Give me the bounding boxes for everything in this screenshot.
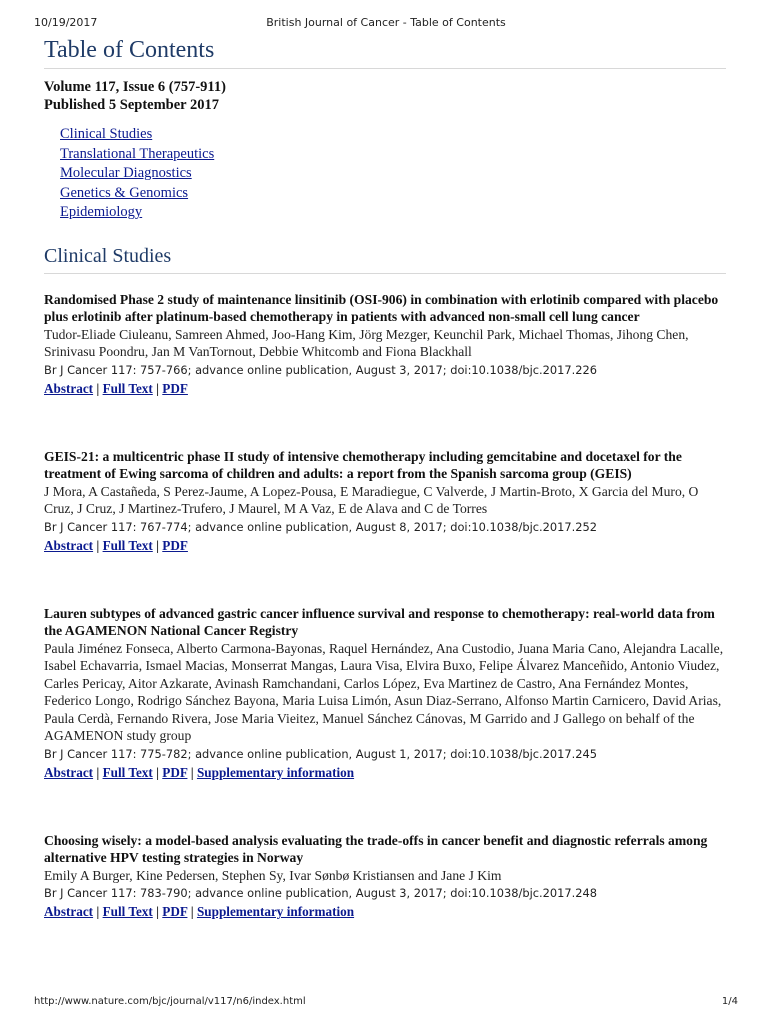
section-link-clinical-studies[interactable]: Clinical Studies bbox=[60, 126, 153, 142]
print-footer bbox=[34, 996, 738, 1010]
article-title: GEIS-21: a multicentric phase II study of intensive chemotherapy including gemcitabine and docetaxel for the treatment of Ewing sarcoma of children and adults: a report from the Spanish sarcoma group (GEIS) bbox=[44, 448, 682, 482]
print-date: 10/19/2017 bbox=[34, 16, 98, 29]
article-item bbox=[44, 605, 726, 782]
article-authors: Paula Jiménez Fonseca, Alberto Carmona-Bayonas, Raquel Hernández, Ana Custodio, Juana Maria Cano, Alejandra Lacalle, Isabel Echavarria, Ismael Macias, Monserrat Mangas, Laura Visa, Elvira Buxo, Felipe Álvarez Manceñido, Antonio Viudez, Carles Pericay, Aitor Azkarate, Avinash Ramchandani, Carlos López, Eva Martinez de Castro, Ana Fernández Montes, Federico Longo, Rodrigo Sánchez Bayona, Maria Luisa Limón, Asun Diaz-Serrano, Alfonso Martin Carnicero, David Arias, Paula Cerdà, Fernando Rivera, Jose Maria Vieitez, Manuel Sánchez Cánovas, M Garrido and J Gallego on behalf of the AGAMENON study group bbox=[44, 640, 724, 744]
link-separator: | bbox=[190, 904, 194, 920]
link-separator: | bbox=[96, 764, 100, 780]
article-item bbox=[44, 832, 726, 922]
article-title: Choosing wisely: a model-based analysis evaluating the trade-offs in cancer benefit and diagnostic referrals among alternative HPV testing strategies in Norway bbox=[44, 832, 708, 866]
section-link-translational-therapeutics[interactable]: Translational Therapeutics bbox=[60, 145, 215, 162]
abstract-link[interactable]: Abstract bbox=[44, 764, 94, 780]
article-citation: Br J Cancer 117: 775-782; advance online publication, August 1, 2017; doi:10.1038/bjc.2017.245 bbox=[44, 746, 597, 761]
link-separator: | bbox=[96, 380, 100, 396]
full-text-link[interactable]: Full Text bbox=[102, 764, 153, 780]
link-separator: | bbox=[156, 537, 159, 553]
pdf-link[interactable]: PDF bbox=[162, 380, 188, 396]
supplementary-link[interactable]: Supplementary information bbox=[196, 764, 355, 780]
article-authors: J Mora, A Castañeda, S Perez-Jaume, A Lopez-Pousa, E Maradiegue, C Valverde, J Martin-Broto, X Garcia del Muro, O Cruz, J Cruz, J Martinez-Trufero, J Maurel, M A Vaz, E de Alava and C de Torres bbox=[44, 483, 699, 517]
link-separator: | bbox=[96, 537, 100, 553]
article-links bbox=[44, 903, 726, 921]
print-url: http://www.nature.com/bjc/journal/v117/n6/index.html bbox=[34, 996, 306, 1007]
full-text-link[interactable]: Full Text bbox=[102, 380, 153, 396]
article-authors: Emily A Burger, Kine Pedersen, Stephen Sy, Ivar Sønbø Kristiansen and Jane J Kim bbox=[44, 867, 502, 883]
link-separator: | bbox=[156, 904, 159, 920]
pdf-link[interactable]: PDF bbox=[162, 537, 188, 553]
abstract-link[interactable]: Abstract bbox=[44, 380, 94, 396]
page-title: Table of Contents bbox=[44, 34, 726, 69]
article-links bbox=[44, 380, 726, 398]
article-title: Randomised Phase 2 study of maintenance linsitinib (OSI-906) in combination with erlotinib compared with placebo plus erlotinib after platinum-based chemotherapy in patients with advanced non-small cell lung cancer bbox=[44, 291, 719, 325]
print-header bbox=[34, 16, 738, 30]
full-text-link[interactable]: Full Text bbox=[102, 537, 153, 553]
section-link-genetics-genomics[interactable]: Genetics & Genomics bbox=[60, 184, 189, 201]
section-nav bbox=[60, 125, 726, 223]
link-separator: | bbox=[190, 764, 194, 780]
main-content bbox=[44, 34, 726, 921]
article-links bbox=[44, 537, 726, 555]
link-separator: | bbox=[156, 764, 159, 780]
pdf-link[interactable]: PDF bbox=[162, 764, 188, 780]
issue-volume: Volume 117, Issue 6 (757-911) bbox=[44, 79, 226, 95]
supplementary-link[interactable]: Supplementary information bbox=[196, 904, 355, 920]
article-title: Lauren subtypes of advanced gastric cancer influence survival and response to chemotherapy: real-world data from the AGAMENON National Cancer Registry bbox=[44, 605, 715, 639]
pdf-link[interactable]: PDF bbox=[162, 904, 188, 920]
section-link-molecular-diagnostics[interactable]: Molecular Diagnostics bbox=[60, 165, 192, 182]
link-separator: | bbox=[156, 380, 159, 396]
print-page-title: British Journal of Cancer - Table of Contents bbox=[266, 16, 506, 29]
full-text-link[interactable]: Full Text bbox=[102, 904, 153, 920]
article-citation: Br J Cancer 117: 783-790; advance online publication, August 3, 2017; doi:10.1038/bjc.2017.248 bbox=[44, 886, 597, 901]
abstract-link[interactable]: Abstract bbox=[44, 537, 94, 553]
article-item bbox=[44, 291, 726, 398]
article-citation: Br J Cancer 117: 757-766; advance online publication, August 3, 2017; doi:10.1038/bjc.2017.226 bbox=[44, 362, 597, 377]
issue-published: Published 5 September 2017 bbox=[44, 97, 219, 113]
section-link-epidemiology[interactable]: Epidemiology bbox=[60, 204, 143, 221]
abstract-link[interactable]: Abstract bbox=[44, 904, 94, 920]
article-citation: Br J Cancer 117: 767-774; advance online publication, August 8, 2017; doi:10.1038/bjc.2017.252 bbox=[44, 519, 597, 534]
article-item bbox=[44, 448, 726, 555]
section-heading: Clinical Studies bbox=[44, 243, 726, 274]
issue-info bbox=[44, 78, 726, 114]
link-separator: | bbox=[96, 904, 100, 920]
page-number: 1/4 bbox=[721, 996, 738, 1007]
article-authors: Tudor-Eliade Ciuleanu, Samreen Ahmed, Joo-Hang Kim, Jörg Mezger, Keunchil Park, Michael Thomas, Jihong Chen, Srinivasu Poondru, Jan M VanTornout, Debbie Whitcomb and Fiona Blackhall bbox=[44, 326, 689, 360]
article-links bbox=[44, 764, 726, 782]
